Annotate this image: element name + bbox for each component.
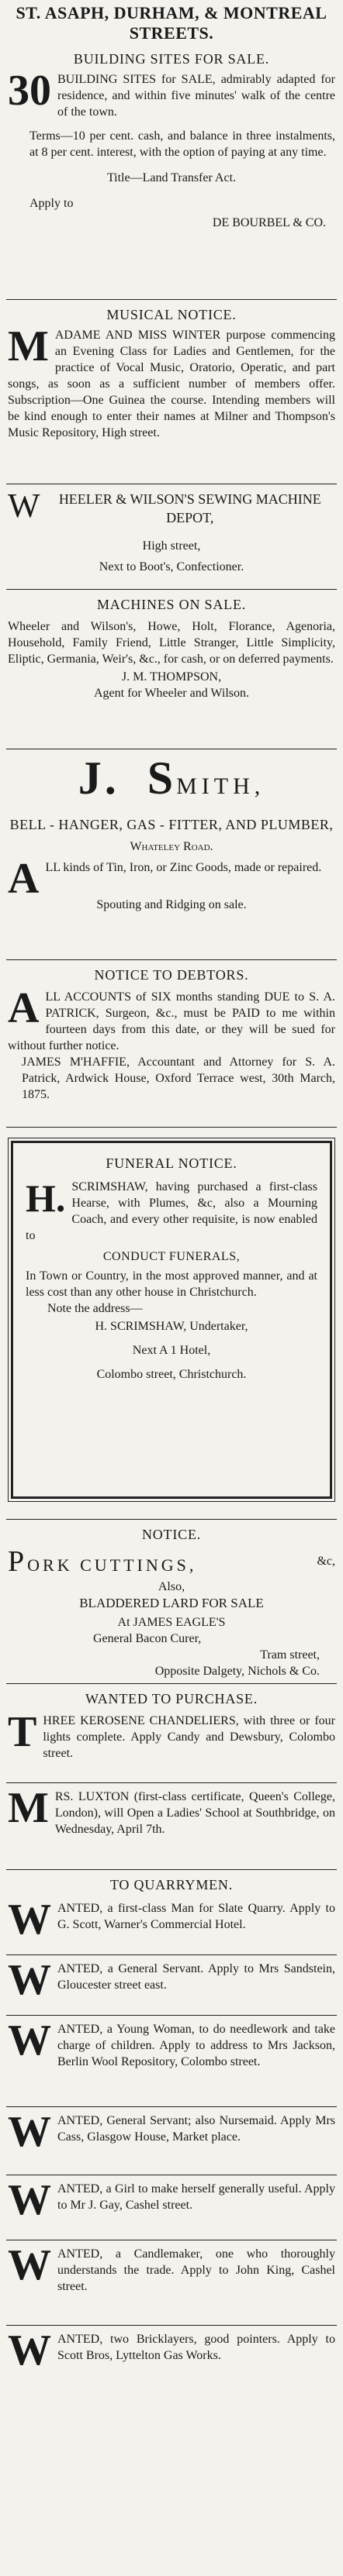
debtors-body <box>8 984 335 1054</box>
divider <box>6 1519 337 1520</box>
wanted-text: ANTED, a Girl to make herself generally useful. Apply to Mr J. Gay, Cashel street. <box>57 2182 335 2212</box>
divider <box>6 959 337 960</box>
pork-title-etc: &c, <box>317 1555 335 1568</box>
quarrymen-section <box>8 1875 335 1894</box>
wanted-dropcap: W <box>8 2241 51 2289</box>
funeral-conduct: CONDUCT FUNERALS, <box>102 1250 241 1263</box>
musical-notice-heading: MUSICAL NOTICE. <box>106 307 237 322</box>
smith-s: S <box>147 752 177 804</box>
purchase-text: HREE KEROSENE CHANDELIERS, with three or four lights complete. Apply Candy and Dewsbury, Colombo street. <box>43 1714 335 1760</box>
pork-l2: Tram street, <box>260 1648 320 1662</box>
wanted-body <box>8 2108 335 2156</box>
divider <box>6 2325 337 2326</box>
musical-notice-dropcap: M <box>8 322 49 370</box>
smith-spouting: Spouting and Ridging on sale. <box>96 898 247 911</box>
wanted-text: ANTED, a General Servant. Apply to Mrs Sandstein, Gloucester street east. <box>57 1962 335 1992</box>
pork-at: At JAMES EAGLE'S <box>117 1616 226 1629</box>
wanted-body <box>8 1956 335 2004</box>
wanted-dropcap: W <box>8 2326 51 2375</box>
wanted-body <box>8 2326 335 2375</box>
wanted-text: ANTED, a Candlemaker, one who thoroughly understands the trade. Apply to John King, Cashel street. <box>57 2247 335 2293</box>
building-sites-text: BUILDING SITES for SALE, admirably adapted for residence, and within five minutes' walk of the centre of the town. <box>57 73 335 119</box>
musical-notice-ad <box>8 305 335 441</box>
wanted-text: ANTED, General Servant; also Nursemaid. Apply Mrs Cass, Glasgow House, Market place. <box>57 2114 335 2144</box>
machines-role: Agent for Wheeler and Wilson. <box>93 687 250 700</box>
wanted-ad <box>8 2108 335 2156</box>
wanted-dropcap: W <box>8 2108 51 2156</box>
divider <box>6 299 337 300</box>
funeral-notice-box <box>11 1141 332 1499</box>
notice-to-debtors-ad <box>8 966 335 1103</box>
debtors-text: LL ACCOUNTS of SIX months standing DUE to S. A. PATRICK, Surgeon, &c., must be PAID to me within fourteen days from this date, or they will be sued for without further notice. <box>8 990 335 1052</box>
funeral-next: Next A 1 Hotel, <box>132 1344 211 1357</box>
funeral-name: H. SCRIMSHAW, Undertaker, <box>95 1320 248 1333</box>
building-sites-ad <box>8 3 335 231</box>
machines-on-sale-ad <box>8 595 335 701</box>
smith-trade: BELL - HANGER, GAS - FITTER, AND PLUMBER, <box>9 817 334 832</box>
building-sites-apply: Apply to <box>29 197 74 210</box>
smith-name <box>8 753 335 815</box>
purchase-heading: WANTED TO PURCHASE. <box>85 1691 258 1706</box>
building-sites-heading: ST. ASAPH, DURHAM, & MONTREAL STREETS. <box>16 3 327 43</box>
purchase-dropcap: T <box>8 1708 37 1756</box>
wheeler-wilson-ad <box>8 487 335 575</box>
musical-notice-body <box>8 322 335 441</box>
funeral-text: SCRIMSHAW, having purchased a first-class Hearse, with Plumes, &c, also a Mourning Coach, and every other requisite, is now enabled to <box>26 1180 317 1242</box>
smith-initial: J. <box>78 752 120 804</box>
divider <box>6 1683 337 1684</box>
smith-road: Whateley Road. <box>130 840 213 853</box>
wanted-dropcap: W <box>8 2176 51 2224</box>
building-sites-subheading: BUILDING SITES FOR SALE. <box>73 51 270 67</box>
smith-ad <box>8 753 335 913</box>
pork-heading: NOTICE. <box>141 1527 202 1542</box>
pork-bladdered: BLADDERED LARD FOR SALE <box>79 1596 264 1610</box>
luxton-dropcap: M <box>8 1784 49 1832</box>
building-sites-terms: Terms—10 per cent. cash, and balance in three instalments, at 8 per cent. interest, with the option of paying at any time. <box>29 129 335 159</box>
smith-text: LL kinds of Tin, Iron, or Zinc Goods, made or repaired. <box>45 861 322 874</box>
funeral-location: Colombo street, Christchurch. <box>96 1368 247 1381</box>
machines-heading: MACHINES ON SALE. <box>96 597 247 612</box>
quarrymen-heading: TO QUARRYMEN. <box>109 1877 234 1892</box>
wanted-ad <box>8 2326 335 2375</box>
pork-l3: Opposite Dalgety, Nichols & Co. <box>154 1665 320 1678</box>
divider <box>6 2015 337 2016</box>
divider <box>6 1127 337 1128</box>
wanted-dropcap: W <box>8 1956 51 2004</box>
wanted-body <box>8 2016 335 2070</box>
funeral-dropcap: H. <box>26 1176 66 1220</box>
wanted-body <box>8 2176 335 2224</box>
wanted-text: ANTED, a Young Woman, to do needlework and take charge of children. Apply to address to Mrs Jackson, Berlin Wool Repository, Colombo street. <box>57 2023 335 2068</box>
divider <box>6 1869 337 1870</box>
wanted-to-purchase-ad <box>8 1689 335 1762</box>
debtors-heading: NOTICE TO DEBTORS. <box>94 967 249 983</box>
building-sites-dropcap: 30 <box>8 67 51 115</box>
wanted-body <box>8 2241 335 2295</box>
building-sites-title: Title—Land Transfer Act. <box>106 171 237 184</box>
funeral-note: Note the address— <box>47 1302 143 1315</box>
wanted-ad <box>8 2016 335 2070</box>
pork-notice-ad <box>8 1525 335 1679</box>
funeral-body <box>26 1176 317 1244</box>
debtors-dropcap: A <box>8 984 40 1032</box>
wanted-ad <box>8 1896 335 1944</box>
wanted-text: ANTED, a first-class Man for Slate Quarry. Apply to G. Scott, Warner's Commercial Hotel. <box>57 1902 335 1931</box>
divider <box>6 1954 337 1955</box>
smith-rest: MITH, <box>176 773 265 799</box>
wheeler-wilson-address: High street, <box>142 539 201 553</box>
pork-l1: General Bacon Curer, <box>93 1632 202 1645</box>
smith-body <box>8 855 335 903</box>
wheeler-wilson-next-to: Next to Boot's, Confectioner. <box>99 560 244 573</box>
machines-name: J. M. THOMPSON, <box>121 670 222 684</box>
smith-dropcap: A <box>8 855 40 903</box>
wheeler-wilson-dropcap: W <box>8 487 40 525</box>
divider <box>6 1782 337 1783</box>
wanted-text: ANTED, two Bricklayers, good pointers. Apply to Scott Bros, Lyttelton Gas Works. <box>57 2333 335 2362</box>
luxton-text: RS. LUXTON (first-class certificate, Queen's College, London), will Open a Ladies' School at Southbridge, on Wednesday, April 7th. <box>54 1790 335 1836</box>
debtors-signoff: JAMES M'HAFFIE, Accountant and Attorney for S. A. Patrick, Ardwick House, Oxford Terrace west, 30th March, 1875. <box>22 1056 335 1101</box>
pork-also: Also, <box>158 1580 185 1593</box>
wanted-ad <box>8 2241 335 2295</box>
wanted-dropcap: W <box>8 1896 51 1944</box>
musical-notice-text: ADAME AND MISS WINTER purpose commencing an Evening Class for Ladies and Gentlemen, for the practice of Vocal Music, Oratorio, Operatic, and part songs, as soon as a sufficient number of members offer. Subscription—One Guinea the course. Intending members will be kind enough to enter their names at Milner and Thompson's Music Repository, High street. <box>8 329 335 439</box>
funeral-body2: In Town or Country, in the most approved manner, and at less cost than any other house in Christchurch. <box>26 1269 317 1299</box>
machines-body: Wheeler and Wilson's, Howe, Holt, Florance, Agenoria, Household, Family Friend, Little Stranger, Little Simplicity, Eliptic, Germania, Weir's, &c., for cash, or on deferred payments. <box>8 620 335 666</box>
wanted-ad <box>8 2176 335 2224</box>
luxton-body <box>8 1784 335 1837</box>
wanted-body <box>8 1896 335 1944</box>
divider <box>6 2106 337 2107</box>
building-sites-body <box>8 67 335 120</box>
pork-dropcap: P <box>8 1545 28 1578</box>
pork-title-text: ORK CUTTINGS, <box>27 1555 197 1575</box>
building-sites-agent: DE BOURBEL & CO. <box>212 216 326 229</box>
divider <box>6 589 337 590</box>
wanted-dropcap: W <box>8 2016 51 2065</box>
funeral-heading: FUNERAL NOTICE. <box>106 1155 237 1171</box>
pork-title <box>8 1545 335 1579</box>
luxton-ad <box>8 1784 335 1837</box>
wanted-ad <box>8 1956 335 2004</box>
wheeler-wilson-heading-text: HEELER & WILSON'S SEWING MACHINE DEPOT, <box>58 491 321 525</box>
wheeler-wilson-heading <box>8 487 335 527</box>
purchase-body <box>8 1708 335 1762</box>
